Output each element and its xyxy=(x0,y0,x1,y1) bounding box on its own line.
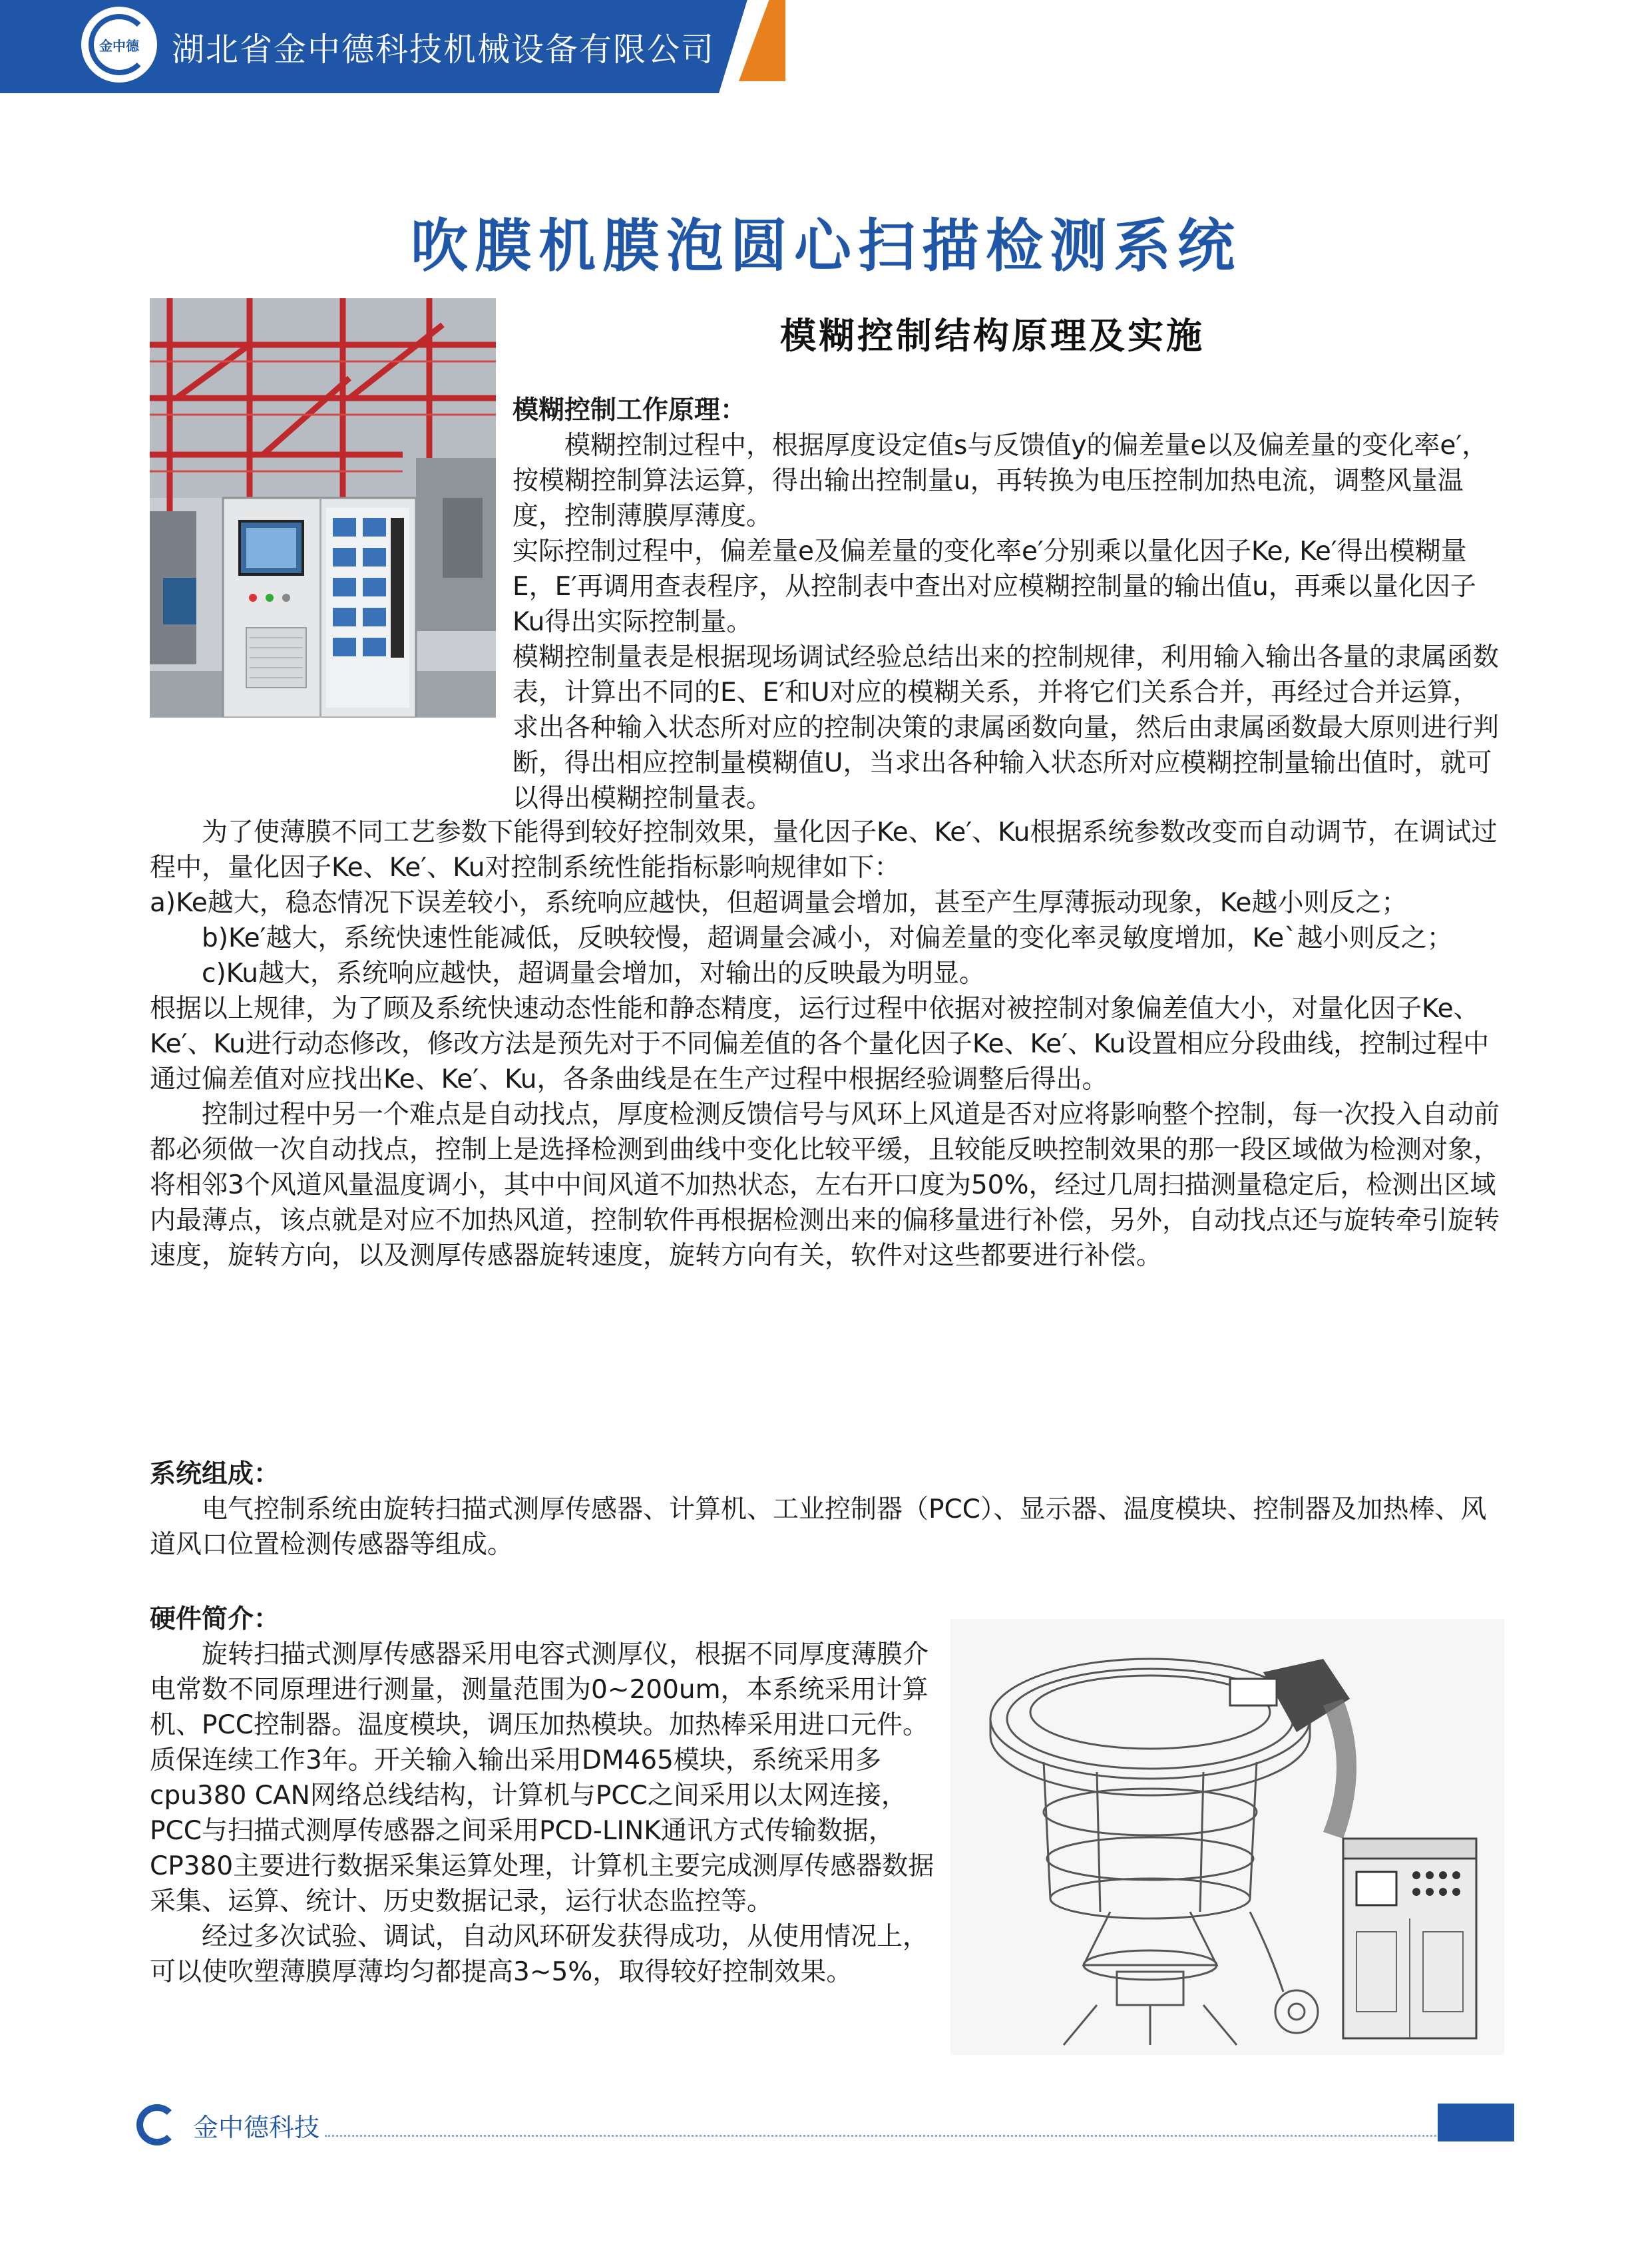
paragraph: 根据以上规律，为了顾及系统快速动态性能和静态精度，运行过程中依据对被控制对象偏差值大小，对量化因子Ke、Ke′、Ku进行动态修改，修改方法是预先对于不同偏差值的各个量化因子Ke、Ke′、Ku设置相应分段曲线，控制过程中通过偏差值对应找出Ke、Ke′、Ku，各条曲线是在生产过程中根据经验调整后得出。 xyxy=(150,994,1490,1094)
company-name: 湖北省金中德科技机械设备有限公司 xyxy=(172,31,716,69)
logo-ring-icon xyxy=(89,14,150,75)
fuzzy-principle-heading: 模糊控制工作原理： xyxy=(513,395,747,425)
system-composition-block xyxy=(150,1457,1504,1562)
control-cabinet-photo xyxy=(150,298,496,718)
footer-brand: 金中德科技 xyxy=(193,2113,320,2142)
footer-logo-icon xyxy=(136,2104,178,2145)
air-ring-machine-drawing xyxy=(950,1619,1504,2055)
paragraph: 电气控制系统由旋转扫描式测厚传感器、计算机、工业控制器（PCC）、显示器、温度模块、控制器及加热棒、风道风口位置检测传感器等组成。 xyxy=(150,1494,1487,1560)
paragraph: 控制过程中另一个难点是自动找点，厚度检测反馈信号与风环上风道是否对应将影响整个控制，每一次投入自动前都必须做一次自动找点，控制上是选择检测到曲线中变化比较平缓，且较能反映控制效果的那一段区域做为检测对象，将相邻3个风道风量温度调小，其中中间风道不加热状态，左右开口度为50%，经过几周扫描测量稳定后，检测出区域内最薄点，该点就是对应不加热风道，控制软件再根据检测出来的偏移量进行补偿，另外，自动找点还与旋转牵引旋转速度，旋转方向，以及测厚传感器旋转速度，旋转方向有关，软件对这些都要进行补偿。 xyxy=(150,1100,1500,1271)
paragraph: 模糊控制量表是根据现场调试经验总结出来的控制规律，利用输入输出各量的隶属函数表，计算出不同的E、E′和U对应的模糊关系，并将它们关系合并，再经过合并运算，求出各种输入状态所对应的控制决策的隶属函数向量，然后由隶属函数最大原则进行判断，得出相应控制量模糊值U，当求出各种输入状态所对应模糊控制量输出值时，就可以得出模糊控制量表。 xyxy=(513,642,1500,813)
system-composition-heading: 系统组成： xyxy=(150,1459,280,1489)
page-title: 吹膜机膜泡圆心扫描检测系统 xyxy=(411,213,1241,280)
list-item-b: b)Ke′越大，系统快速性能减低，反映较慢，超调量会减小，对偏差量的变化率灵敏度增加，Ke`越小则反之； xyxy=(202,923,1453,953)
footer-divider xyxy=(325,2135,1436,2137)
section-subtitle: 模糊控制结构原理及实施 xyxy=(780,315,1205,357)
quantization-block xyxy=(150,815,1504,1273)
paragraph: 经过多次试验、调试，自动风环研发获得成功，从使用情况上，可以使吹塑薄膜厚薄均匀都提高3~5%，取得较好控制效果。 xyxy=(150,1922,929,1987)
paragraph: 实际控制过程中，偏差量e及偏差量的变化率e′分别乘以量化因子Ke, Ke′得出模糊量E，E′再调用查表程序，从控制表中查出对应模糊控制量的输出值u，再乘以量化因子Ku得出实际控制量。 xyxy=(513,537,1476,637)
list-item-a: a)Ke越大，稳态情况下误差较小，系统响应越快，但超调量会增加，甚至产生厚薄振动现象，Ke越小则反之； xyxy=(150,888,1408,918)
paragraph: 模糊控制过程中，根据厚度设定值s与反馈值y的偏差量e以及偏差量的变化率e′，按模糊控制算法运算，得出输出控制量u，再转换为电压控制加热电流，调整风量温度，控制薄膜厚薄度。 xyxy=(513,431,1488,531)
paragraph: 旋转扫描式测厚传感器采用电容式测厚仪，根据不同厚度薄膜介电常数不同原理进行测量，测量范围为0~200um，本系统采用计算机、PCC控制器。温度模块，调压加热模块。加热棒采用进口元件。质保连续工作3年。开关输入输出采用DM465模块，系统采用多cpu380 CAN网络总线结构，计算机与PCC之间采用以太网连接，PCC与扫描式测厚传感器之间采用PCD-LINK通讯方式传输数据，CP380主要进行数据采集运算处理，计算机主要完成测厚传感器数据采集、运算、统计、历史数据记录，运行状态监控等。 xyxy=(150,1640,934,1916)
list-item-c: c)Ku越大，系统响应越快，超调量会增加，对输出的反映最为明显。 xyxy=(202,959,986,989)
company-logo xyxy=(81,7,157,83)
paragraph: 为了使薄膜不同工艺参数下能得到较好控制效果，量化因子Ke、Ke′、Ku根据系统参数改变而自动调节，在调试过程中，量化因子Ke、Ke′、Ku对控制系统性能指标影响规律如下： xyxy=(150,817,1498,883)
footer-page-block xyxy=(1438,2104,1514,2141)
fuzzy-principle-block xyxy=(513,393,1504,816)
hardware-block xyxy=(150,1602,935,1990)
hardware-heading: 硬件简介： xyxy=(150,1604,280,1634)
logo-text: 金中德 xyxy=(99,37,139,54)
